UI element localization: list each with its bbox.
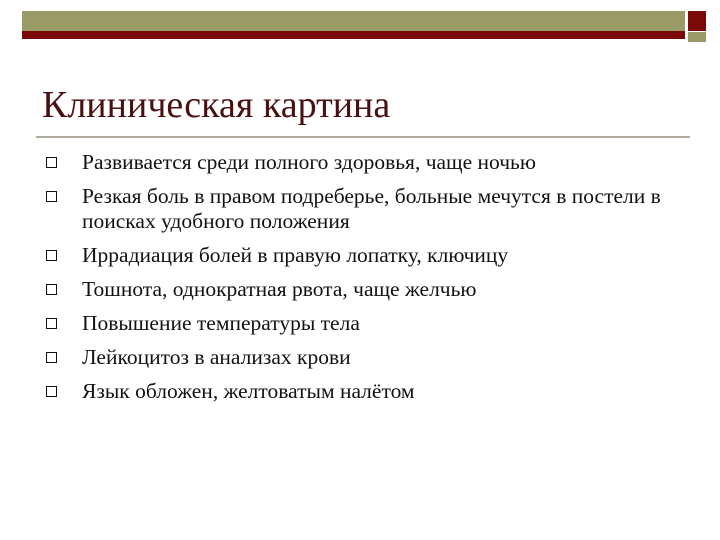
bullet-item [46, 345, 696, 370]
square-bullet-icon [46, 284, 57, 295]
bullet-item [46, 311, 696, 336]
corner-olive-square [688, 32, 706, 42]
slide-title: Клиническая картина [42, 84, 391, 126]
bullet-text: Тошнота, однократная рвота, чаще желчью [82, 277, 477, 301]
square-bullet-icon [46, 318, 57, 329]
header-red-band [22, 31, 685, 39]
square-bullet-icon [46, 157, 57, 168]
bullet-text: Лейкоцитоз в анализах крови [82, 345, 351, 369]
bullet-text: Повышение температуры тела [82, 311, 360, 335]
bullet-item [46, 243, 696, 268]
square-bullet-icon [46, 191, 57, 202]
bullet-item [46, 277, 696, 302]
square-bullet-icon [46, 250, 57, 261]
bullet-text: Язык обложен, желтоватым налётом [82, 379, 415, 403]
square-bullet-icon [46, 386, 57, 397]
bullet-text: Иррадиация болей в правую лопатку, ключицу [82, 243, 509, 267]
header-olive-band [22, 11, 685, 31]
bullet-list [46, 150, 696, 413]
bullet-text: Развивается среди полного здоровья, чаще ночью [82, 150, 536, 174]
bullet-item [46, 150, 696, 175]
square-bullet-icon [46, 352, 57, 363]
bullet-item [46, 184, 696, 234]
bullet-text: Резкая боль в правом подреберье, больные мечутся в постели в поисках удобного положения [82, 184, 661, 233]
title-divider [36, 136, 690, 138]
corner-red-square [688, 11, 706, 31]
bullet-item [46, 379, 696, 404]
